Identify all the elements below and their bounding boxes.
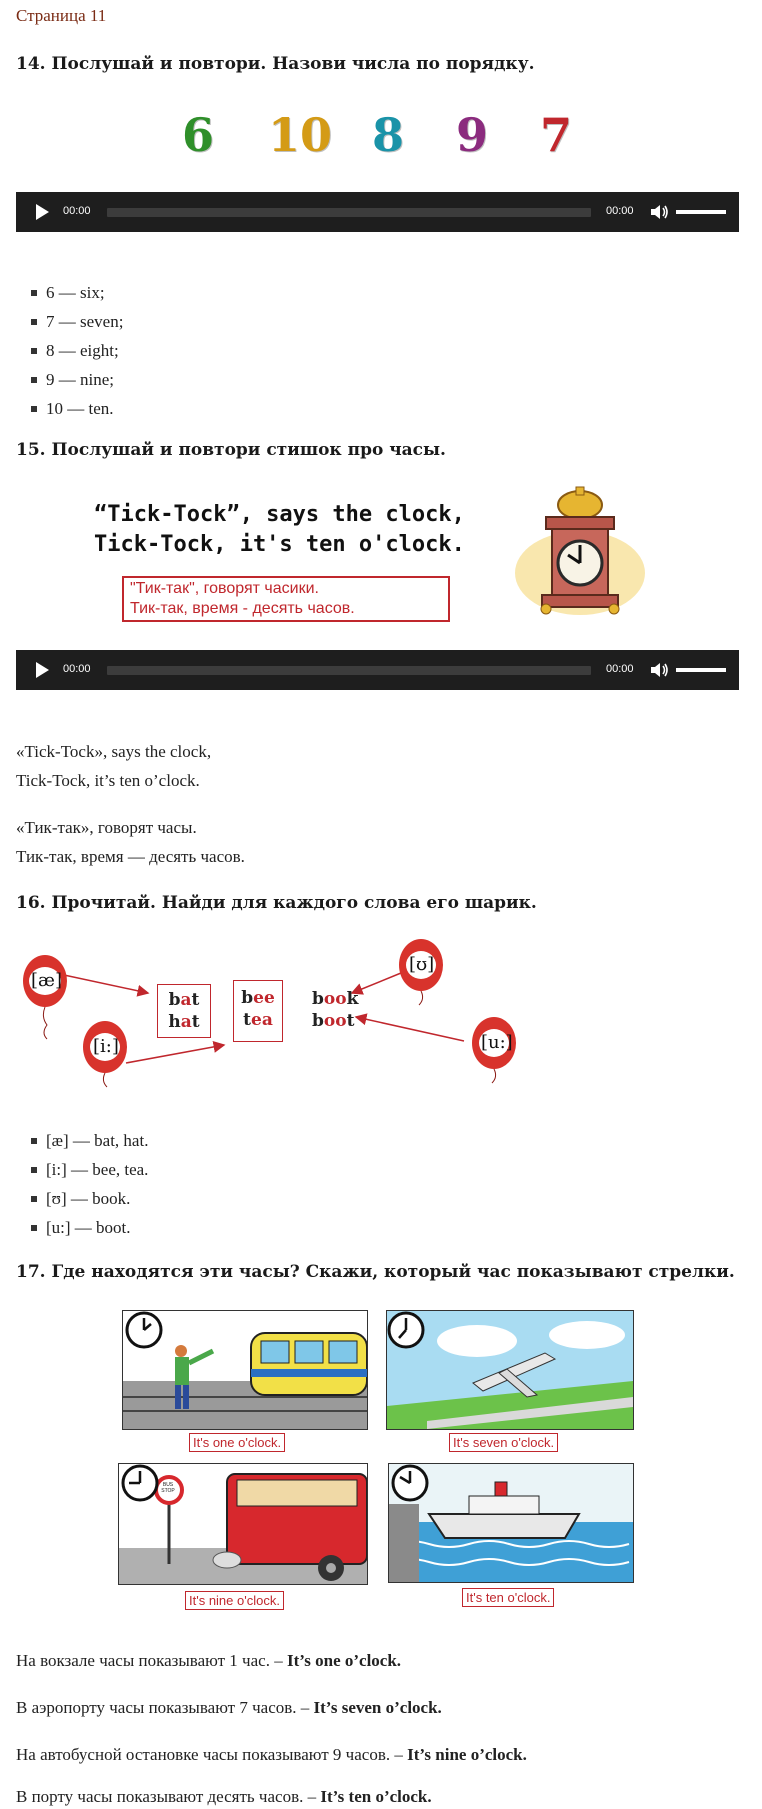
- number-6: 6: [182, 108, 215, 162]
- exercise-16-title: 16. Прочитай. Найди для каждого слова его шарик.: [16, 893, 537, 913]
- poem-image-ru: [122, 576, 450, 622]
- duration-time: 00:00: [606, 205, 634, 217]
- list-item: [ʊ] — book.: [16, 1184, 148, 1213]
- answer-ru: В аэропорту часы показывают 7 часов. –: [16, 1698, 314, 1717]
- balloon-label: [i:]: [93, 1036, 119, 1057]
- bus-stop-sign-text: BUS STOP: [161, 1482, 175, 1494]
- caption-nine: It's nine o'clock.: [185, 1591, 284, 1610]
- numbers-image: [0, 108, 762, 168]
- page-title: Страница 11: [16, 6, 107, 25]
- answer-ru: На вокзале часы показывают 1 час. –: [16, 1651, 287, 1670]
- exercise-15-title: 15. Послушай и повтори стишок про часы.: [16, 440, 446, 460]
- poem-line: Tick-Tock, it’s ten o’clock.: [16, 771, 200, 790]
- answer-line: [16, 1646, 401, 1675]
- audio-player-14: [16, 192, 739, 232]
- clock-icon: [124, 1310, 164, 1350]
- volume-slider[interactable]: [676, 210, 726, 214]
- list-item: [u:] — boot.: [16, 1213, 148, 1242]
- caption-one: It's one o'clock.: [189, 1433, 285, 1452]
- poem-image-ru-line: Тик-так, время - десять часов.: [130, 600, 355, 617]
- poem-image-en-line: Tick-Tock, it's ten o'clock.: [94, 532, 465, 557]
- progress-rail[interactable]: [107, 208, 591, 217]
- balloon-label: [ʊ]: [409, 954, 435, 975]
- poem-image-en-line: “Tick-Tock”, says the clock,: [94, 502, 465, 527]
- caption-seven: It's seven o'clock.: [449, 1433, 558, 1452]
- play-button[interactable]: [36, 662, 49, 678]
- current-time: 00:00: [63, 205, 91, 217]
- list-item: [æ] — bat, hat.: [16, 1126, 148, 1155]
- word-bee: bee: [241, 988, 275, 1008]
- volume-icon[interactable]: [650, 662, 670, 678]
- poem-text-ru: [16, 813, 245, 871]
- balloon-label: [æ]: [31, 970, 62, 991]
- list-item: 10 — ten.: [16, 394, 123, 423]
- answer-ru: В порту часы показывают десять часов. –: [16, 1787, 321, 1806]
- poem-line: «Tick-Tock», says the clock,: [16, 742, 212, 761]
- mantel-clock-image: [510, 483, 650, 623]
- answer-en: It’s ten o’clock.: [320, 1787, 432, 1806]
- answer-line: [16, 1693, 442, 1722]
- number-7: 7: [540, 108, 573, 162]
- volume-icon[interactable]: [650, 204, 670, 220]
- list-item: 8 — eight;: [16, 336, 123, 365]
- clock-icon: [390, 1463, 430, 1503]
- answer-line: [16, 1787, 432, 1807]
- list-item: [i:] — bee, tea.: [16, 1155, 148, 1184]
- list-item: 9 — nine;: [16, 365, 123, 394]
- answer-ru: На автобусной остановке часы показывают 9 часов. –: [16, 1745, 408, 1764]
- current-time: 00:00: [63, 663, 91, 675]
- duration-time: 00:00: [606, 663, 634, 675]
- poem-text-en: [16, 737, 211, 795]
- number-10: 10: [268, 108, 333, 162]
- word-hat: hat: [168, 1012, 200, 1032]
- exercise-14-title: 14. Послушай и повтори. Назови числа по порядку.: [16, 54, 535, 74]
- clock-icon: [386, 1310, 426, 1350]
- word-bat: bat: [168, 990, 200, 1010]
- balloon-label: [u:]: [481, 1032, 513, 1053]
- progress-rail[interactable]: [107, 666, 591, 675]
- answer-en: It’s seven o’clock.: [313, 1698, 442, 1717]
- clock-icon: [120, 1463, 160, 1503]
- poem-image-ru-line: "Тик-так", говорят часики.: [130, 580, 319, 597]
- number-8: 8: [372, 108, 405, 162]
- number-9: 9: [456, 108, 489, 162]
- exercise-17-title: 17. Где находятся эти часы? Скажи, который час показывают стрелки.: [16, 1262, 735, 1282]
- word-box-bee-tea: [233, 980, 283, 1042]
- poem-line: «Тик-так», говорят часы.: [16, 818, 197, 837]
- word-boot: boot: [312, 1011, 355, 1031]
- play-button[interactable]: [36, 204, 49, 220]
- answer-line: [16, 1740, 527, 1769]
- answer-en: It’s nine o’clock.: [407, 1745, 527, 1764]
- phonetics-list: [16, 1126, 148, 1242]
- numbers-list: [16, 278, 123, 423]
- audio-player-15: [16, 650, 739, 690]
- caption-ten: It's ten o'clock.: [462, 1588, 554, 1607]
- word-box-bat-hat: [157, 984, 211, 1038]
- poem-line: Тик-так, время — десять часов.: [16, 847, 245, 866]
- volume-slider[interactable]: [676, 668, 726, 672]
- list-item: 7 — seven;: [16, 307, 123, 336]
- word-book: book: [312, 989, 359, 1009]
- word-tea: tea: [243, 1010, 273, 1030]
- list-item: 6 — six;: [16, 278, 123, 307]
- answer-en: It’s one o’clock.: [286, 1651, 402, 1670]
